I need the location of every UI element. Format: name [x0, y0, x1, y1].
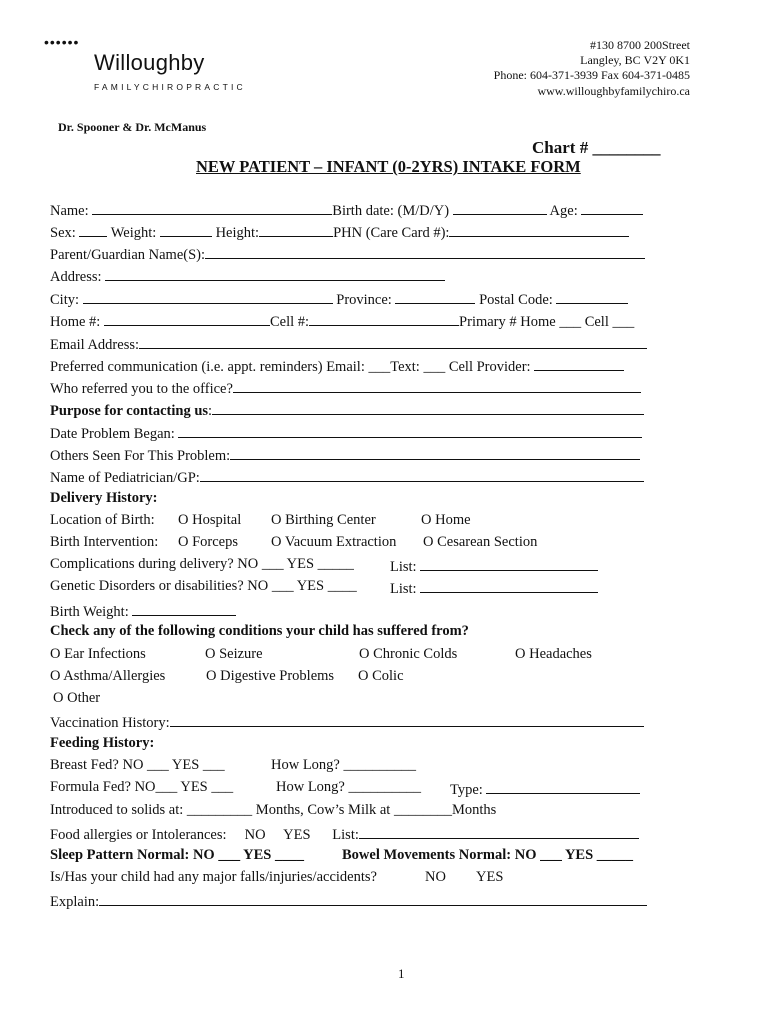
- row-location: [50, 512, 155, 529]
- breast-fed-how-long: How Long? __________: [271, 757, 416, 773]
- weight-label: Weight:: [110, 225, 157, 241]
- bowel-movements: Bowel Movements Normal: NO ___ YES _____: [342, 847, 634, 863]
- home-phone-label: Home #:: [50, 314, 101, 330]
- solids-intro: Introduced to solids at: _________ Months, Cow’s Milk at ________Months: [50, 802, 497, 818]
- formula-type: [450, 779, 640, 799]
- birth-weight-field[interactable]: [132, 601, 236, 616]
- food-allergies-label: Food allergies or Intolerances: NO YES List:: [50, 827, 359, 843]
- genetic-list-field[interactable]: [420, 578, 598, 593]
- sex-label: Sex:: [50, 225, 76, 241]
- others-seen-field[interactable]: [230, 445, 640, 460]
- row-city: [50, 289, 628, 309]
- condition-colic[interactable]: O Colic: [358, 668, 404, 684]
- row-referred: [50, 378, 641, 398]
- email-label: Email Address:: [50, 337, 140, 353]
- complications-label: Complications during delivery? NO ___ YES _____: [50, 556, 354, 572]
- birth-weight-label: Birth Weight:: [50, 604, 129, 620]
- formula-fed-how-long: How Long? __________: [276, 779, 421, 795]
- falls-no[interactable]: NO: [425, 869, 446, 885]
- date-problem-label: Date Problem Began:: [50, 426, 175, 442]
- feeding-heading: Feeding History:: [50, 735, 155, 751]
- purpose-colon: :: [208, 403, 213, 419]
- height-field[interactable]: [259, 222, 333, 237]
- age-label: Age:: [549, 203, 578, 219]
- row-birth-weight: [50, 601, 236, 621]
- cell-phone-field[interactable]: [309, 311, 459, 326]
- genetic-list: [390, 578, 598, 598]
- chart-number: Chart # ________: [532, 138, 661, 157]
- row-genetic: [50, 578, 357, 595]
- logo-subtitle: FAMILYCHIROPRACTIC: [94, 82, 246, 92]
- intervention-label: Birth Intervention:: [50, 534, 159, 550]
- name-field[interactable]: [92, 200, 332, 215]
- falls-question: Is/Has your child had any major falls/injuries/accidents?: [50, 869, 377, 885]
- cell-provider-field[interactable]: [534, 356, 624, 371]
- option-home[interactable]: O Home: [421, 512, 471, 528]
- row-food-allergies: [50, 824, 639, 844]
- sex-field[interactable]: [79, 222, 107, 237]
- formula-fed: Formula Fed? NO___ YES ___: [50, 779, 234, 795]
- option-vacuum[interactable]: O Vacuum Extraction: [271, 534, 397, 550]
- option-birthing-center[interactable]: O Birthing Center: [271, 512, 376, 528]
- condition-digestive[interactable]: O Digestive Problems: [206, 668, 335, 684]
- falls-yes[interactable]: YES: [476, 869, 504, 885]
- condition-headaches[interactable]: O Headaches: [515, 646, 592, 662]
- complications-list-label: List:: [390, 559, 417, 575]
- row-date-problem: [50, 423, 642, 443]
- option-hospital[interactable]: O Hospital: [178, 512, 242, 528]
- row-phone: [50, 311, 634, 331]
- address-field[interactable]: [105, 266, 445, 281]
- row-complications: [50, 556, 354, 573]
- food-allergies-field[interactable]: [359, 824, 639, 839]
- logo-dots: ••••••: [44, 34, 80, 50]
- option-forceps[interactable]: O Forceps: [178, 534, 239, 550]
- email-field[interactable]: [139, 334, 647, 349]
- condition-chronic-colds[interactable]: O Chronic Colds: [359, 646, 458, 662]
- row-pediatrician: [50, 467, 644, 487]
- explain-field[interactable]: [99, 891, 647, 906]
- row-purpose: [50, 400, 644, 420]
- referred-label: Who referred you to the office?: [50, 381, 233, 397]
- row-name: [50, 200, 643, 220]
- doctors-names: Dr. Spooner & Dr. McManus: [58, 120, 207, 134]
- others-seen-label: Others Seen For This Problem:: [50, 448, 231, 464]
- condition-seizure[interactable]: O Seizure: [205, 646, 263, 662]
- purpose-label: Purpose for contacting us: [50, 403, 209, 419]
- phn-label: PHN (Care Card #):: [333, 225, 450, 241]
- address-line-1: #130 8700 200Street: [590, 38, 690, 52]
- height-label: Height:: [215, 225, 260, 241]
- purpose-field[interactable]: [212, 400, 644, 415]
- row-vaccination: [50, 712, 644, 732]
- city-label: City:: [50, 292, 80, 308]
- cell-phone-label: Cell #:: [269, 314, 310, 330]
- vaccination-label: Vaccination History:: [50, 715, 170, 731]
- type-label: Type:: [450, 782, 483, 798]
- phn-field[interactable]: [449, 222, 629, 237]
- weight-field[interactable]: [160, 222, 212, 237]
- condition-ear-infections[interactable]: O Ear Infections: [50, 646, 146, 662]
- option-cesarean[interactable]: O Cesarean Section: [423, 534, 538, 550]
- address-line-4: www.willoughbyfamilychiro.ca: [537, 84, 690, 98]
- birth-date-field[interactable]: [453, 200, 547, 215]
- pediatrician-field[interactable]: [200, 467, 644, 482]
- condition-other[interactable]: O Other: [53, 690, 101, 706]
- logo-name: Willoughby: [94, 50, 205, 75]
- birth-date-label: Birth date: (M/D/Y): [332, 203, 450, 219]
- page-number: 1: [398, 966, 405, 981]
- row-address: [50, 266, 445, 286]
- province-label: Province:: [336, 292, 392, 308]
- row-email: [50, 334, 647, 354]
- row-others-seen: [50, 445, 640, 465]
- complications-list-field[interactable]: [420, 556, 598, 571]
- preferred-label: Preferred communication (i.e. appt. reminders) Email: ___Text: ___ Cell Provider:: [50, 359, 531, 375]
- postal-label: Postal Code:: [479, 292, 553, 308]
- pediatrician-label: Name of Pediatrician/GP:: [50, 470, 200, 486]
- address-label: Address:: [50, 269, 102, 285]
- condition-asthma[interactable]: O Asthma/Allergies: [50, 668, 166, 684]
- primary-phone-label: Primary # Home ___ Cell ___: [459, 314, 635, 330]
- name-label: Name:: [50, 203, 89, 219]
- location-label: Location of Birth:: [50, 512, 155, 528]
- home-phone-field[interactable]: [104, 311, 270, 326]
- postal-field[interactable]: [556, 289, 628, 304]
- complications-list: [390, 556, 598, 576]
- date-problem-field[interactable]: [178, 423, 642, 438]
- province-field[interactable]: [395, 289, 475, 304]
- referred-field[interactable]: [233, 378, 641, 393]
- age-field[interactable]: [581, 200, 643, 215]
- row-sex: [50, 222, 629, 242]
- genetic-list-label: List:: [390, 581, 417, 597]
- address-line-3: Phone: 604-371-3939 Fax 604-371-0485: [493, 68, 690, 82]
- explain-label: Explain:: [50, 894, 100, 910]
- address-line-2: Langley, BC V2Y 0K1: [580, 53, 690, 67]
- row-intervention: [50, 534, 158, 551]
- type-field[interactable]: [486, 779, 640, 794]
- genetic-label: Genetic Disorders or disabilities? NO ___ YES ____: [50, 578, 357, 594]
- vaccination-field[interactable]: [170, 712, 644, 727]
- conditions-heading: Check any of the following conditions your child has suffered from?: [50, 623, 469, 639]
- form-title: NEW PATIENT – INFANT (0-2YRS) INTAKE FORM: [196, 157, 581, 176]
- sleep-pattern: Sleep Pattern Normal: NO ___ YES ____: [50, 847, 304, 863]
- city-field[interactable]: [83, 289, 333, 304]
- row-preferred: [50, 356, 624, 376]
- parent-label: Parent/Guardian Name(S):: [50, 247, 206, 263]
- delivery-heading: Delivery History:: [50, 490, 158, 506]
- breast-fed: Breast Fed? NO ___ YES ___: [50, 757, 225, 773]
- row-parent: [50, 244, 645, 264]
- row-explain: [50, 891, 647, 911]
- parent-field[interactable]: [205, 244, 645, 259]
